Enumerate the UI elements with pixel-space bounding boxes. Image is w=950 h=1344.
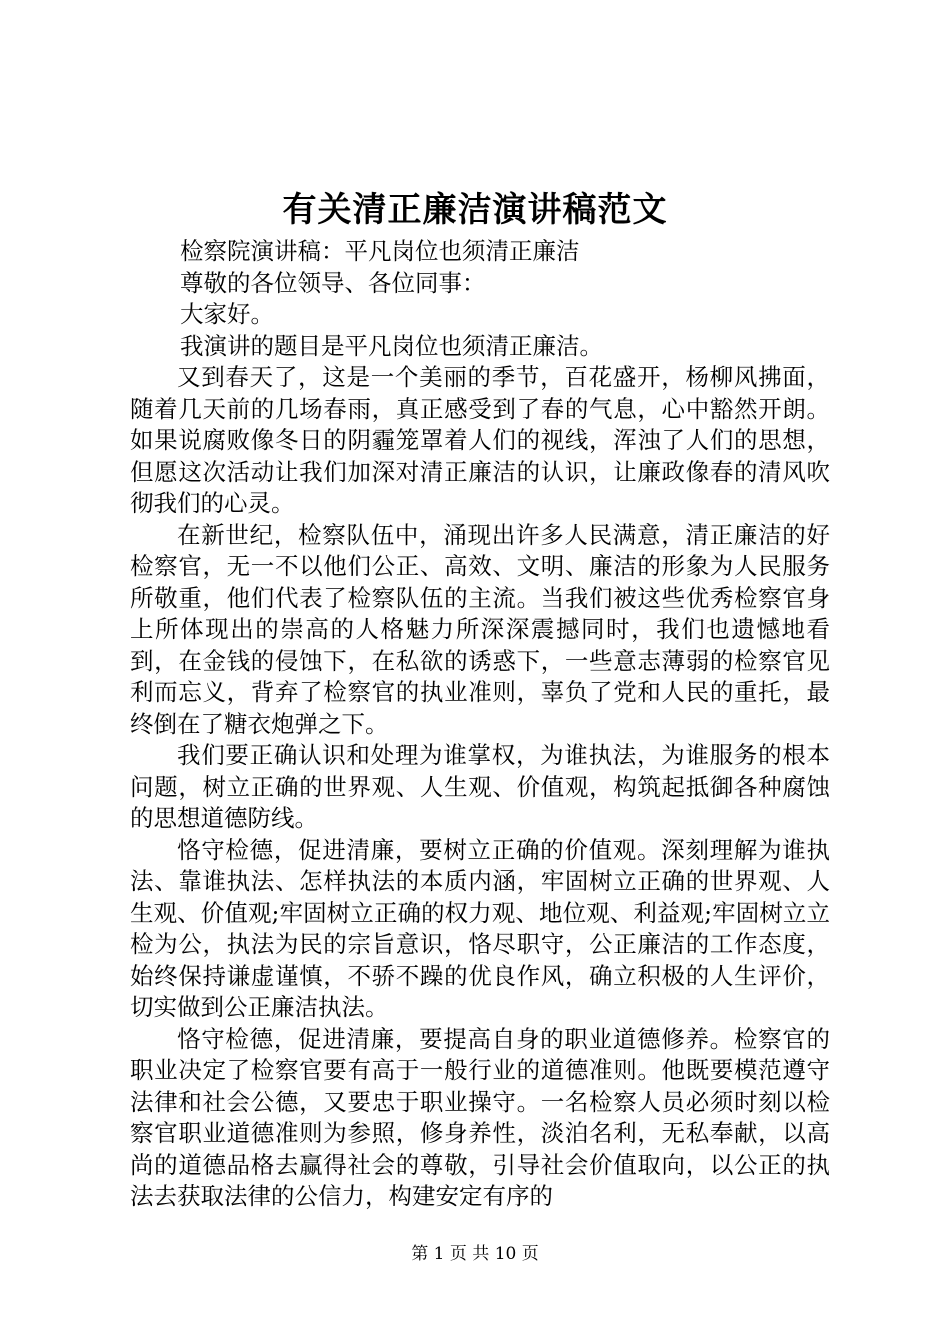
paragraph-body: 又到春天了，这是一个美丽的季节，百花盛开，杨柳风拂面，随着几天前的几场春雨，真正感受到了春的气息，心中豁然开朗。如果说腐败像冬日的阴霾笼罩着人们的视线，浑浊了人们的思想，但愿这次活动让我们加深对清正廉洁的认识，让廉政像春的清风吹彻我们的心灵。 — [130, 363, 830, 517]
page-footer: 第 1 页 共 10 页 — [411, 1244, 539, 1264]
paragraph-topic: 我演讲的题目是平凡岗位也须清正廉洁。 — [180, 331, 603, 360]
paragraph-greeting: 大家好。 — [180, 300, 274, 328]
paragraph-salutation: 尊敬的各位领导、各位同事： — [180, 268, 486, 297]
document-title: 有关清正廉洁演讲稿范文 — [282, 190, 668, 230]
document-body — [130, 236, 830, 1213]
paragraph-body: 恪守检德，促进清廉，要树立正确的价值观。深刻理解为谁执法、靠谁执法、怎样执法的本质内涵，牢固树立正确的世界观、人生观、价值观;牢固树立正确的权力观、地位观、利益观;牢固树立立检为公，执法为民的宗旨意识，恪尽职守，公正廉洁的工作态度，始终保持谦虚谨慎，不骄不躁的优良作风，确立积极的人生评价，切实做到公正廉洁执法。 — [130, 835, 830, 1021]
paragraph-speech-heading: 检察院演讲稿：平凡岗位也须清正廉洁 — [180, 237, 580, 265]
paragraph-body: 恪守检德，促进清廉，要提高自身的职业道德修养。检察官的职业决定了检察官要有高于一般行业的道德准则。他既要模范遵守法律和社会公德，又要忠于职业操守。一名检察人员必须时刻以检察官职业道德准则为参照，修身养性，淡泊名利，无私奉献，以高尚的道德品格去赢得社会的尊敬，引导社会价值取向，以公正的执法去获取法律的公信力，构建安定有序的 — [130, 1024, 830, 1210]
paragraph-body: 我们要正确认识和处理为谁掌权，为谁执法，为谁服务的根本问题，树立正确的世界观、人生观、价值观，构筑起抵御各种腐蚀的思想道德防线。 — [130, 741, 830, 832]
paragraph-body: 在新世纪，检察队伍中，涌现出许多人民满意，清正廉洁的好检察官，无一不以他们公正、高效、文明、廉洁的形象为人民服务所敬重，他们代表了检察队伍的主流。当我们被这些优秀检察官身上所体现出的崇高的人格魅力所深深震撼同时，我们也遗憾地看到，在金钱的侵蚀下，在私欲的诱惑下，一些意志薄弱的检察官见利而忘义，背弃了检察官的执业准则，辜负了党和人民的重托，最终倒在了糖衣炮弹之下。 — [130, 520, 830, 738]
